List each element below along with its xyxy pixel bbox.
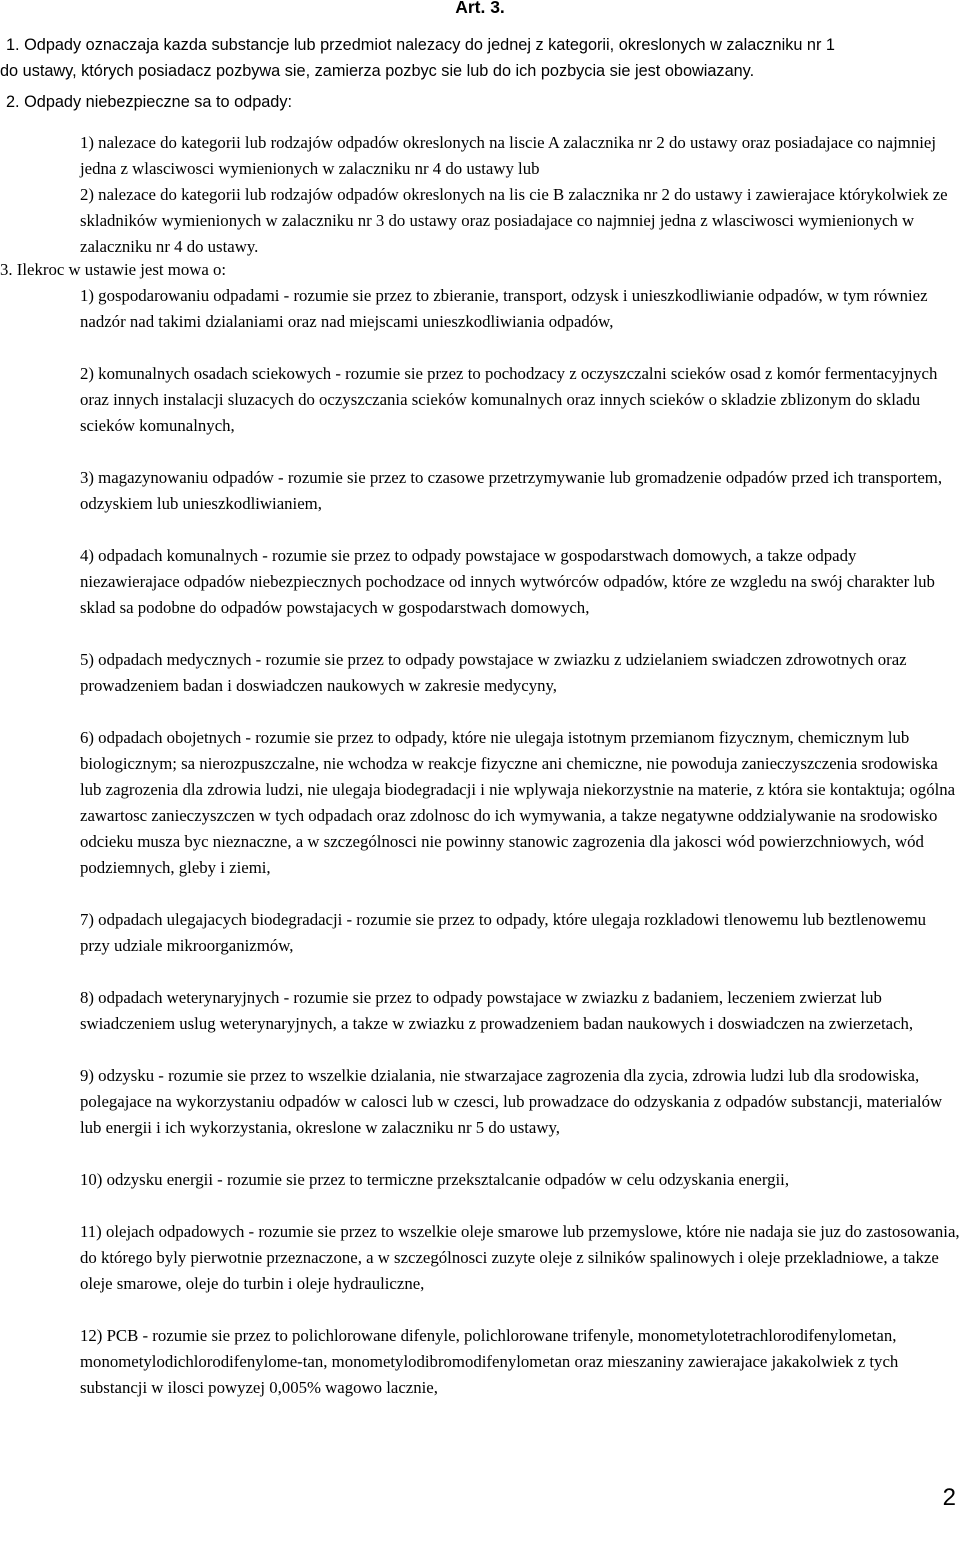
paragraph-3-heading: 3. Ilekroc w ustawie jest mowa o:: [0, 260, 227, 279]
definition-item: 3) magazynowaniu odpadów - rozumie sie przez to czasowe przetrzymywanie lub gromadzenie odpadów przed ich transportem, odzyskiem lub unieszkodliwianiem,: [80, 468, 943, 513]
definition-item: 12) PCB - rozumie sie przez to polichlorowane difenyle, polichlorowane trifenyle, monometylotetrachlorodifenylometan, monometylodichlorodifenylome-tan, monometylodibromodifenylometan oraz mieszaniny zawierajace jakakolwiek z tych substancji w ilosci powyzej 0,005% wagowo lacznie,: [80, 1326, 899, 1397]
definition-item: 8) odpadach weterynaryjnych - rozumie sie przez to odpady powstajace w zwiazku z badaniem, leczeniem zwierzat lub swiadczeniem uslug weterynaryjnych, a takze w zwiazku z prowadzeniem badan naukowych i doswiadczen na zwierzetach,: [80, 988, 914, 1033]
definition-item: 11) olejach odpadowych - rozumie sie przez to wszelkie oleje smarowe lub przemyslowe, które nie nadaja sie juz do zastosowania, do którego byly pierwotnie przeznaczone, a w szczególnosci zuzyte oleje z silników spalinowych i oleje przekladniowe, a takze oleje smarowe, oleje do turbin i oleje hydrauliczne,: [80, 1222, 960, 1293]
definition-item: 6) odpadach obojetnych - rozumie sie przez to odpady, które nie ulegaja istotnym przemianom fizycznym, chemicznym lub biologicznym; sa nierozpuszczalne, nie wchodza w reakcje fizyczne ani chemiczne, nie powoduja zanieczyszczenia srodowiska lub zagrozenia dla zdrowia ludzi, nie ulegaja biodegradacji i nie wplywaja niekorzystnie na materie, z która sie kontaktuja; ogólna zawartosc zanieczyszczen w tych odpadach oraz zdolnosc do ich wymywania, a takze negatywne oddzialywanie na srodowisko odcieku musza byc nieznaczne, a w szczególnosci nie powinny stanowic zagrozenia dla jakosci wód powierzchniowych, wód podziemnych, gleby i ziemi,: [80, 728, 956, 877]
article-title: Art. 3.: [455, 0, 505, 17]
paragraph-1-line-2: do ustawy, których posiadacz pozbywa sie, zamierza pozbyc sie lub do ich pozbycia sie jest obowiazany.: [0, 62, 755, 80]
definition-item: 2) komunalnych osadach sciekowych - rozumie sie przez to pochodzacy z oczyszczalni scieków osad z komór fermentacyjnych oraz innych instalacji sluzacych do oczyszczania scieków komunalnych oraz innych scieków o skladzie zblizonym do skladu scieków komunalnych,: [80, 364, 938, 435]
paragraph-1-line-1: 1. Odpady oznaczaja kazda substancje lub przedmiot nalezacy do jednej z kategorii, okreslonych w zalaczniku nr 1: [6, 36, 835, 54]
definition-item: 10) odzysku energii - rozumie sie przez to termiczne przeksztalcanie odpadów w celu odzyskania energii,: [80, 1170, 790, 1189]
list-item: 2) nalezace do kategorii lub rodzajów odpadów okreslonych na lis cie B zalacznika nr 2 do ustawy i zawierajace którykolwiek ze skladników wymienionych w zalaczniku nr 3 do ustawy oraz posiadajace co najmniej jedna z wlasciwosci wymienionych w zalaczniku nr 4 do ustawy.: [80, 185, 948, 256]
definition-item: 1) gospodarowaniu odpadami - rozumie sie przez to zbieranie, transport, odzysk i unieszkodliwianie odpadów, w tym równiez nadzór nad takimi dzialaniami oraz nad miejscami unieszkodliwiania odpadów,: [80, 286, 928, 331]
definition-item: 4) odpadach komunalnych - rozumie sie przez to odpady powstajace w gospodarstwach domowych, a takze odpady niezawierajace odpadów niebezpiecznych pochodzace od innych wytwórców odpadów, które ze wzgledu na swój charakter lub sklad sa podobne do odpadów powstajacych w gospodarstwach domowych,: [80, 546, 935, 617]
page-number: 2: [942, 1484, 956, 1511]
hazardous-waste-list: [80, 130, 960, 260]
definitions-list: [80, 283, 960, 1427]
paragraph-2-heading: 2. Odpady niebezpieczne sa to odpady:: [6, 93, 293, 111]
paragraph-1: [0, 32, 960, 84]
definition-item: 5) odpadach medycznych - rozumie sie przez to odpady powstajace w zwiazku z udzielaniem swiadczen zdrowotnych oraz prowadzeniem badan i doswiadczen naukowych w zakresie medycyny,: [80, 650, 907, 695]
definition-item: 7) odpadach ulegajacych biodegradacji - rozumie sie przez to odpady, które ulegaja rozkladowi tlenowemu lub beztlenowemu przy udziale mikroorganizmów,: [80, 910, 927, 955]
list-item: 1) nalezace do kategorii lub rodzajów odpadów okreslonych na liscie A zalacznika nr 2 do ustawy oraz posiadajace co najmniej jedna z wlasciwosci wymienionych w zalaczniku nr 4 do ustawy lub: [80, 133, 936, 178]
definition-item: 9) odzysku - rozumie sie przez to wszelkie dzialania, nie stwarzajace zagrozenia dla zycia, zdrowia ludzi lub dla srodowiska, polegajace na wykorzystaniu odpadów w calosci lub w czesci, lub prowadzace do odzyskania z odpadów substancji, materialów lub energii i ich wykorzystania, okreslone w zalaczniku nr 5 do ustawy,: [80, 1066, 943, 1137]
